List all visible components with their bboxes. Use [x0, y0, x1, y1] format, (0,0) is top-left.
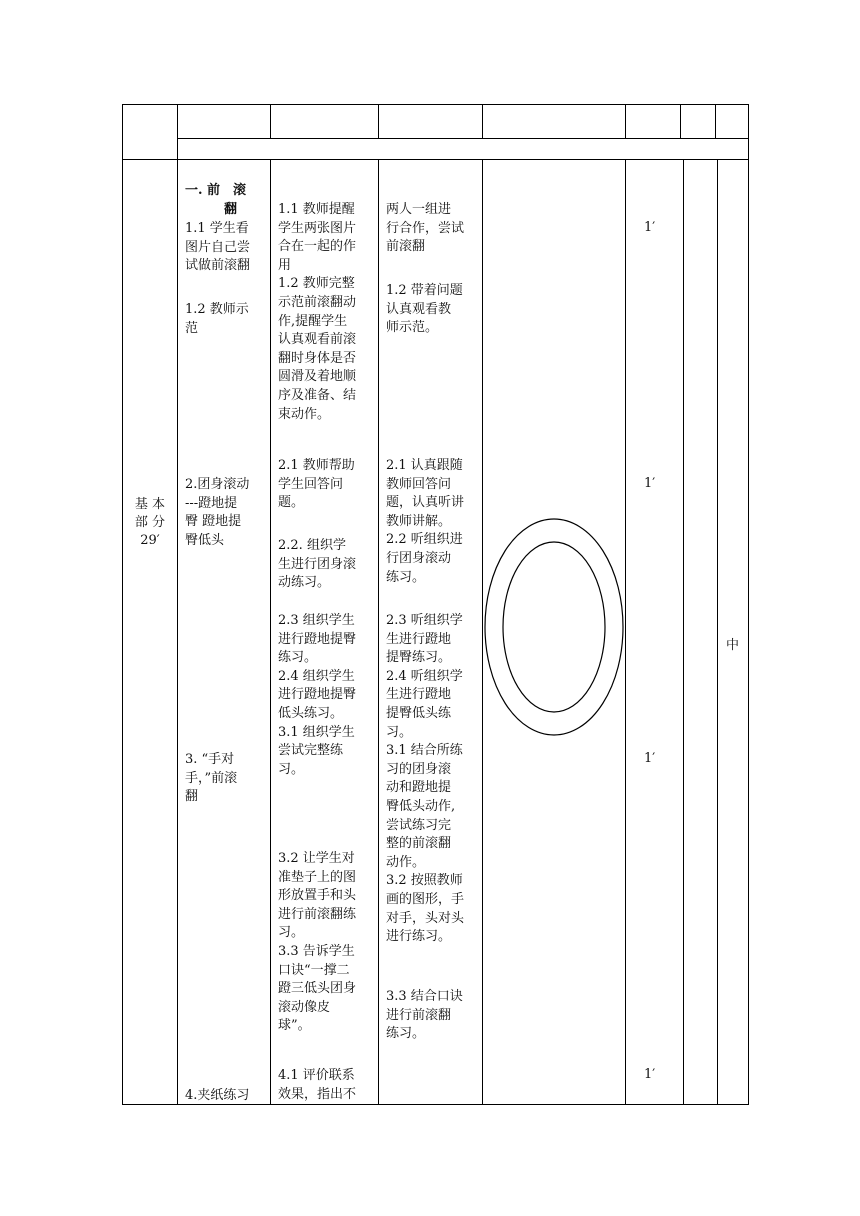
col-divider-5-body: [625, 159, 626, 1105]
col-divider-5: [625, 104, 626, 139]
formation-circles-diagram: [483, 517, 625, 737]
outer-circle: [485, 519, 623, 735]
col-divider-7-body: [717, 159, 718, 1105]
col-divider-3-body: [378, 159, 379, 1105]
student-activity-1-2: 1.2 带着问题 认真观看教 师示范。: [386, 283, 463, 336]
col-divider-2-body: [270, 159, 271, 1105]
inner-circle: [503, 542, 605, 712]
student-activity-1: 两人一组进 行合作，尝试 前滚翻: [386, 202, 465, 255]
time-mark-3: 1′: [644, 751, 656, 766]
col-divider-7: [715, 104, 716, 139]
content-title: 一. 前 滚 翻: [185, 183, 247, 217]
content-item-4: 4.夹纸练习: [185, 1088, 250, 1103]
student-activity-2-3: 2.3 听组织学 生进行蹬地 提臀练习。 2.4 听组织学 生进行蹬地 提臀低头练 习。 3.1 结合所练 习的团身滚 动和蹬地提 臀低头动作, 尝试练习完 整的前滚翻 动作。 3.2 按照教师 画的图形，手 对手，头对头 进行练习。: [386, 613, 465, 945]
content-item-3: 3. “手对 手，”前滚 翻: [185, 752, 238, 805]
teacher-activity-2-3: 2.3 组织学生 进行蹬地提臀 练习。 2.4 组织学生 进行蹬地提臀 低头练习。 3.1 组织学生 尝试完整练 习。: [278, 613, 357, 777]
col-divider-2: [270, 104, 271, 139]
content-item-1-1: 1.1 学生看 图片自己尝 试做前滚翻: [185, 221, 251, 274]
teacher-activity-3-2: 3.2 让学生对 准垫子上的图 形放置手和头 进行前滚翻练 习。 3.3 告诉学生 口诀“一撑二 蹬三低头团身 滚动像皮 球”。: [278, 851, 357, 1034]
time-mark-1: 1′: [644, 220, 656, 235]
student-activity-2: 2.1 认真跟随 教师回答问 题，认真听讲 教师讲解。 2.2 听组织进 行团身滚动 练习。: [386, 458, 465, 585]
intensity-label: 中: [726, 638, 740, 653]
content-item-1-2: 1.2 教师示 范: [185, 302, 249, 336]
teacher-activity-1: 1.1 教师提醒 学生两张图片 合在一起的作 用 1.2 教师完整 示范前滚翻动 作,提醒学生 认真观看前滚 翻时身体是否 圆滑及着地顺 序及准备、结 束动作。: [278, 202, 357, 422]
header-bottom-border: [122, 159, 749, 160]
student-activity-3-3: 3.3 结合口诀 进行前滚翻 练习。: [386, 989, 463, 1042]
table-top-border: [122, 104, 749, 105]
teacher-activity-2-2: 2.2. 组织学 生进行团身滚 动练习。: [278, 538, 357, 591]
col-divider-6: [680, 104, 681, 139]
teacher-activity-2-1: 2.1 教师帮助 学生回答问 题。: [278, 458, 355, 511]
header-divider: [177, 138, 749, 139]
section-label: 基 本 部 分 29′: [134, 497, 166, 548]
content-item-2: 2.团身滚动 ---蹬地提 臀 蹬地提 臀低头: [185, 477, 250, 548]
teacher-activity-4-1: 4.1 评价联系 效果，指出不: [278, 1068, 357, 1102]
table-right-border: [748, 104, 749, 1105]
time-mark-2: 1′: [644, 476, 656, 491]
col-divider-4: [482, 104, 483, 139]
col-divider-3: [378, 104, 379, 139]
table-left-border: [122, 104, 123, 1105]
col-divider-6-body: [683, 159, 684, 1105]
time-mark-4: 1′: [644, 1067, 656, 1082]
col-divider-1: [177, 104, 178, 1105]
